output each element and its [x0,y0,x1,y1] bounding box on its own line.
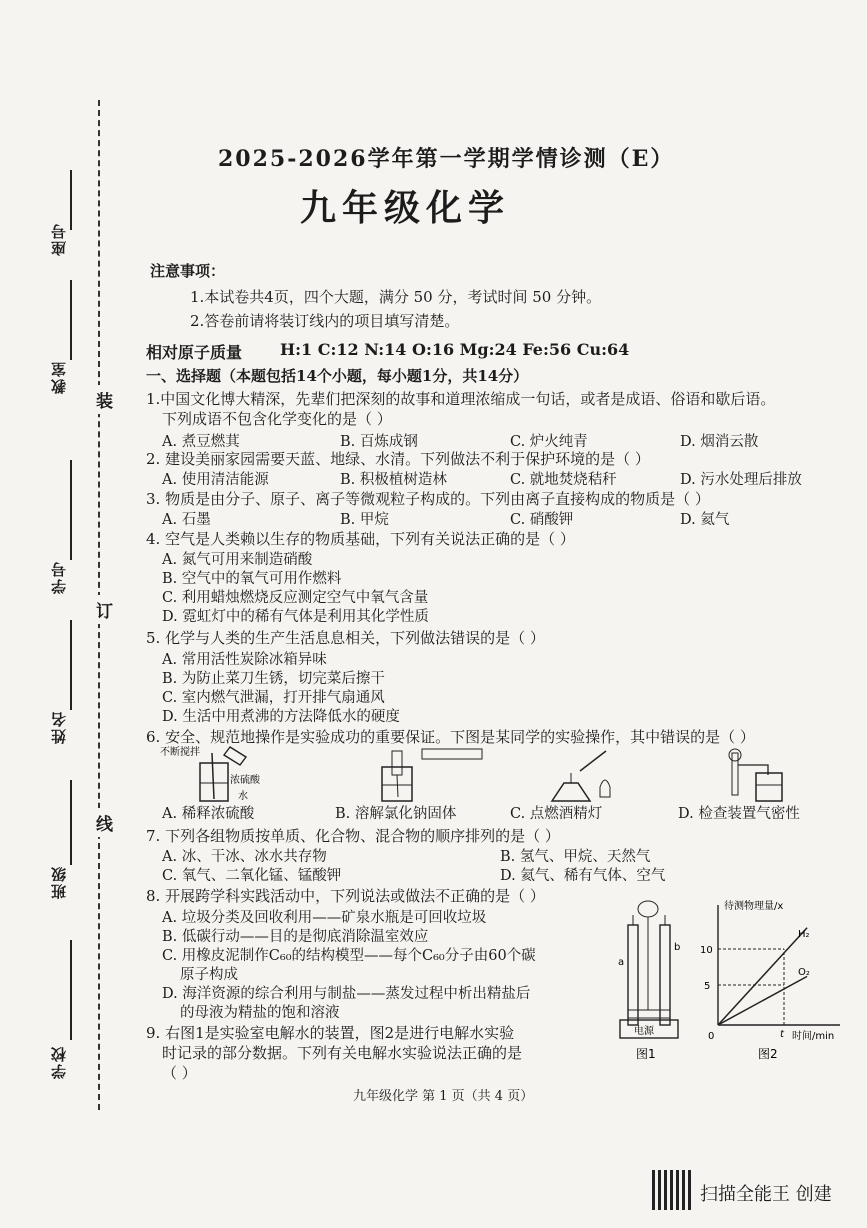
question-1-stem2: 下列成语不包含化学变化的是（ ） [162,410,392,428]
q6-figure-d [729,749,782,801]
q5-option-c: C. 室内燃气泄漏，打开排气扇通风 [162,690,385,706]
chart-t-tick: t [780,1029,784,1040]
chart-series-group [718,928,807,1025]
field-school-line [70,940,72,1040]
question-9-stem3: （ ） [162,1064,197,1082]
q2-option-c: C. 就地焚烧秸秆 [510,472,617,488]
page-footer: 九年级化学 第 1 页（共 4 页） [353,1089,534,1104]
q7-option-c: C. 氧气、二氧化锰、锰酸钾 [162,868,342,884]
field-name-label: 姓名 [50,710,68,744]
exam-title: 2025-2026学年第一学期学情诊测（E） [218,146,675,172]
q6-option-c: C. 点燃酒精灯 [510,806,603,822]
atomic-mass-label: 相对原子质量 [146,343,243,362]
q5-option-b: B. 为防止菜刀生锈，切完菜后擦干 [162,671,385,687]
q5-option-a: A. 常用活性炭除冰箱异味 [162,652,327,668]
q6-label-acid: 浓硫酸 [230,775,260,786]
chart-series-line-o2 [718,976,807,1025]
field-number-line [70,460,72,560]
q9-tube-a: a [618,957,625,968]
q6-apparatus-figures [160,745,860,807]
q4-option-c: C. 利用蜡烛燃烧反应测定空气中氧气含量 [162,590,429,606]
q8-option-a: A. 垃圾分类及回收利用——矿泉水瓶是可回收垃圾 [162,910,487,926]
field-number-label: 学号 [50,560,68,594]
q1-option-d: D. 烟消云散 [680,434,759,450]
atomic-mass-values: H:1 C:12 N:14 O:16 Mg:24 Fe:56 Cu:64 [280,340,630,359]
subject-title: 九年级化学 [300,187,511,229]
q3-option-b: B. 甲烷 [340,512,389,528]
chart-series-h2-label: H₂ [798,929,810,940]
q7-option-d: D. 氦气、稀有气体、空气 [500,868,666,884]
scanner-watermark: 扫描全能王 创建 [700,1184,832,1205]
question-4-stem: 4. 空气是人类赖以生存的物质基础，下列有关说法正确的是（ ） [146,530,575,548]
qr-code-icon [652,1170,692,1210]
chart-x-label: 时间/min [792,1031,835,1042]
q6-option-b: B. 溶解氯化钠固体 [335,806,457,822]
q6-option-a: A. 稀释浓硫酸 [162,806,255,822]
q9-fig2-caption: 图2 [758,1047,778,1061]
section-1-heading: 一、选择题（本题包括14个小题，每小题1分，共14分） [146,367,529,385]
chart-y-tick-10: 10 [700,945,713,956]
chart-series-o2-label: O₂ [798,967,810,978]
question-1-stem: 1.中国文化博大精深，先辈们把深刻的故事和道理浓缩成一句话，或者是成语、俗语和歇后语。 [146,390,776,408]
q1-option-c: C. 炉火纯青 [510,434,588,450]
q6-label-stir: 不断搅拌 [160,747,200,758]
q3-option-c: C. 硝酸钾 [510,512,574,528]
question-3-stem: 3. 物质是由分子、原子、离子等微观粒子构成的。下列由离子直接构成的物质是（ ） [146,490,710,508]
notice-heading: 注意事项： [150,262,226,280]
q9-power-label: 电源 [634,1026,654,1037]
question-9-stem2: 时记录的部分数据。下列有关电解水实验说法正确的是 [162,1044,523,1062]
q6-figure-c [552,751,610,801]
q4-option-b: B. 空气中的氧气可用作燃料 [162,571,342,587]
field-class-label: 班级 [50,865,68,899]
q6-label-water: 水 [238,791,248,802]
q8-option-c: C. 用橡皮泥制作C₆₀的结构模型——每个C₆₀分子由60个碳 [162,948,536,964]
q9-figure-1 [600,895,700,1065]
q8-option-d: D. 海洋资源的综合利用与制盐——蒸发过程中析出精盐后 [162,986,531,1002]
q6-figure-b [382,749,482,801]
binding-strip [0,80,110,1140]
question-5-stem: 5. 化学与人类的生产生活息息相关，下列做法错误的是（ ） [146,629,545,647]
q8-option-b: B. 低碳行动——目的是彻底消除温室效应 [162,929,429,945]
notice-item-2: 2.答卷前请将装订线内的项目填写清楚。 [190,312,460,330]
q1-option-a: A. 煮豆燃萁 [162,434,240,450]
chart-y-label: 待测物理量/x [724,901,784,912]
q9-fig1-caption: 图1 [636,1047,656,1061]
question-7-stem: 7. 下列各组物质按单质、化合物、混合物的顺序排列的是（ ） [146,827,560,845]
binding-mark-zhuang: 装 [96,385,113,414]
q6-option-d: D. 检查装置气密性 [678,806,800,822]
field-room-line [70,280,72,360]
question-2-stem: 2. 建设美丽家园需要天蓝、地绿、水清。下列做法不利于保护环境的是（ ） [146,450,650,468]
question-8-stem: 8. 开展跨学科实践活动中，下列说法或做法不正确的是（ ） [146,887,545,905]
q6-figure-a [160,745,261,802]
q2-option-a: A. 使用清洁能源 [162,472,269,488]
field-seat-label: 座号 [50,222,68,256]
q5-option-d: D. 生活中用煮沸的方法降低水的硬度 [162,709,400,725]
q9-tube-b: b [674,942,681,953]
field-name-line [70,620,72,710]
q8-option-d-cont: 的母液为精盐的饱和溶液 [180,1005,340,1021]
notice-item-1: 1.本试卷共4页，四个大题，满分 50 分，考试时间 50 分钟。 [190,288,602,306]
field-school-label: 学校 [50,1045,68,1079]
q4-option-d: D. 霓虹灯中的稀有气体是利用其化学性质 [162,609,429,625]
q7-option-b: B. 氢气、甲烷、天然气 [500,849,651,865]
question-6-stem: 6. 安全、规范地操作是实验成功的重要保证。下图是某同学的实验操作，其中错误的是（ ） [146,728,755,746]
q2-option-d: D. 污水处理后排放 [680,472,802,488]
q2-option-b: B. 积极植树造林 [340,472,447,488]
chart-y-tick-5: 5 [704,981,711,992]
q3-option-a: A. 石墨 [162,512,211,528]
question-9-stem: 9. 右图1是实验室电解水的装置，图2是进行电解水实验 [146,1024,515,1042]
binding-mark-xian: 线 [96,808,113,837]
q9-figure-2-chart [700,895,850,1065]
field-room-label: 教室 [50,360,68,394]
q7-option-a: A. 冰、干冰、冰水共存物 [162,849,327,865]
q3-option-d: D. 氦气 [680,512,730,528]
chart-series-line-h2 [718,928,807,1025]
field-class-line [70,780,72,865]
q1-option-b: B. 百炼成钢 [340,434,418,450]
q8-option-c-cont: 原子构成 [180,967,238,983]
binding-mark-ding: 订 [96,595,113,624]
chart-origin: 0 [708,1031,715,1042]
q4-option-a: A. 氮气可用来制造硝酸 [162,552,313,568]
field-seat-line [70,170,72,230]
